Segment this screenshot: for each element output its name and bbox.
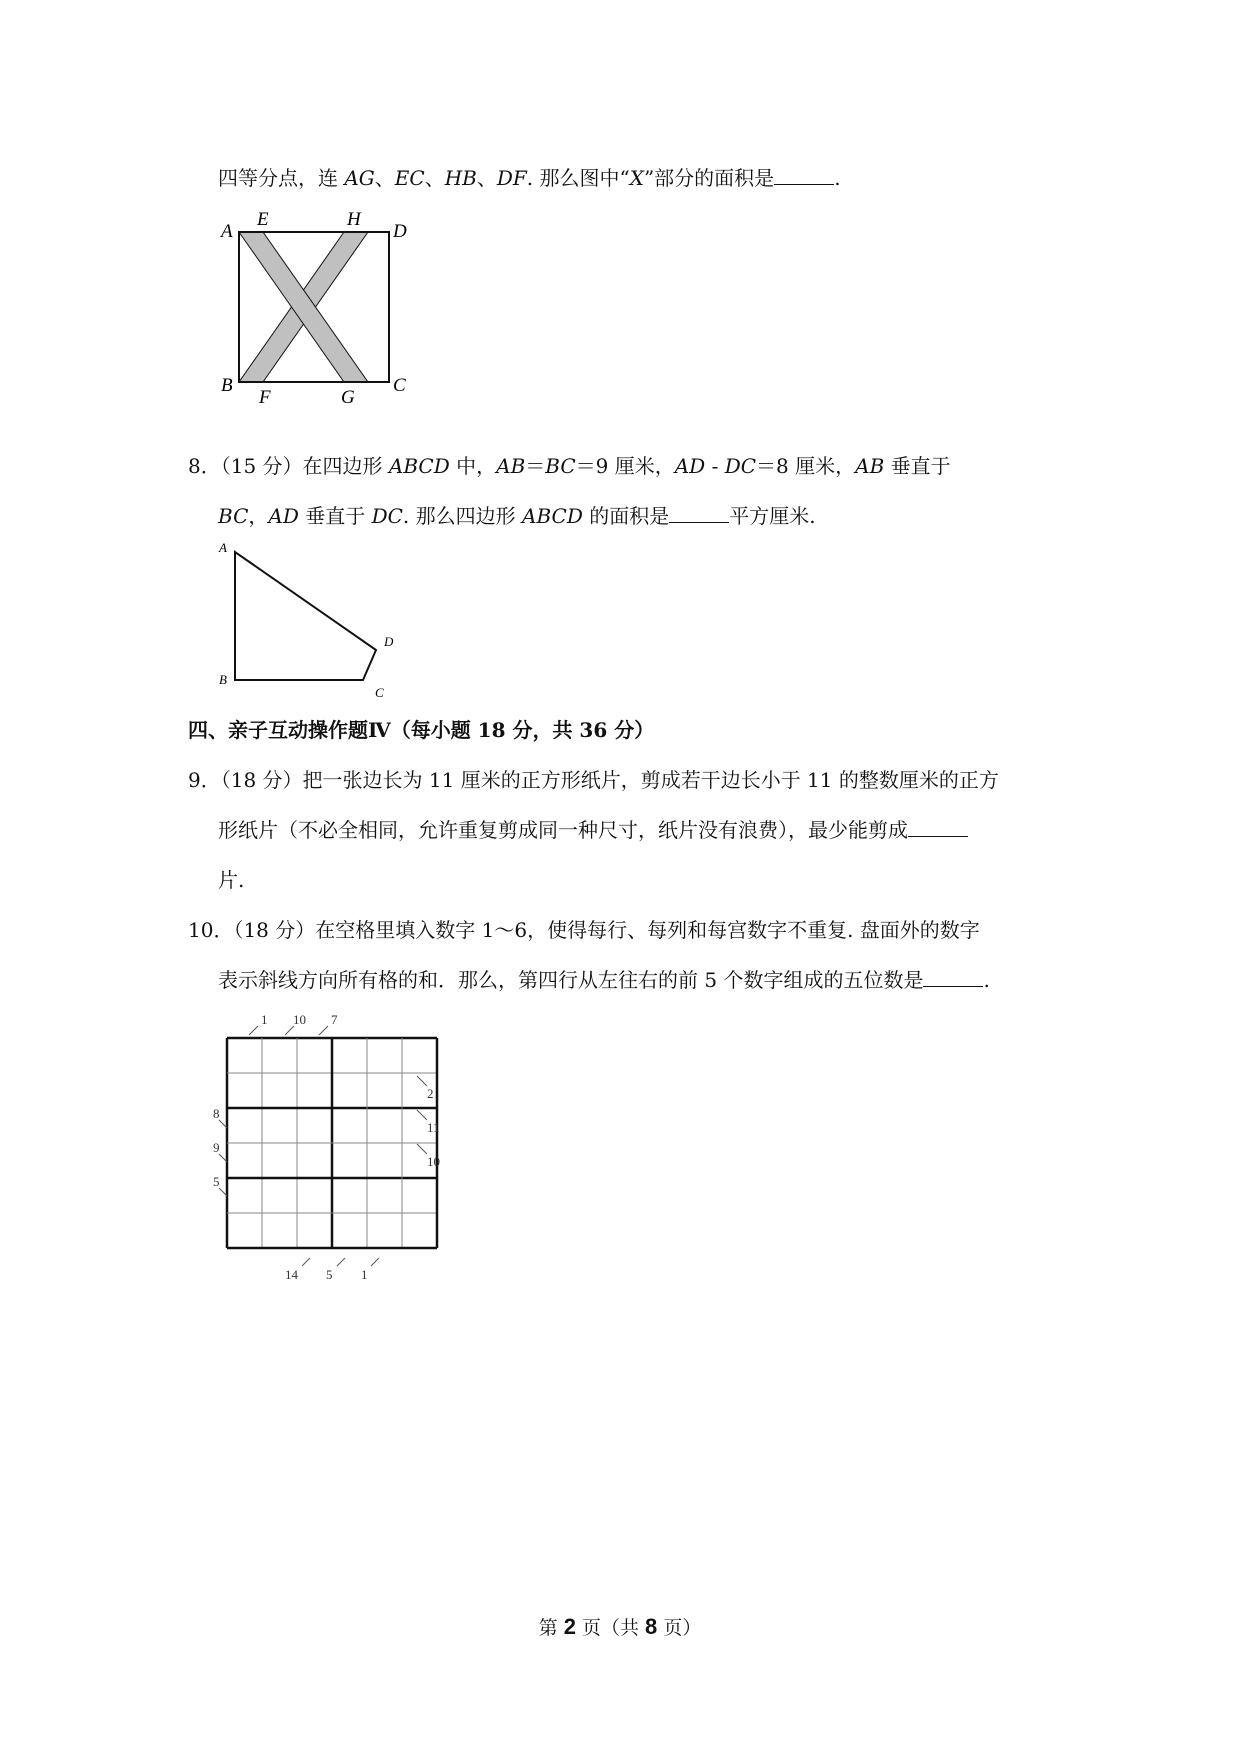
- q7-answer-blank[interactable]: [774, 166, 834, 185]
- q8-label-a: A: [219, 540, 227, 555]
- q8-text: 垂直于: [298, 504, 372, 528]
- q7-label-e: E: [257, 209, 269, 230]
- q8-figure: [215, 540, 415, 700]
- q7-label-g: G: [341, 387, 355, 405]
- q10-clue-top: 1: [261, 1012, 268, 1027]
- q10-clue-bottom: 1: [361, 1267, 368, 1282]
- q7-separator: 、: [374, 166, 395, 190]
- q8-quadrilateral: [235, 552, 376, 680]
- q7-segment: DF: [496, 166, 527, 190]
- q8-label-d: D: [384, 634, 394, 649]
- q7-figure: [215, 205, 415, 405]
- q8-seg: BC: [545, 454, 576, 478]
- q8-quad: ABCD: [522, 504, 583, 528]
- q9-text: （18 分）把一张边长为 11 厘米的正方形纸片，剪成若干边长小于 11 的整数厘米的正方: [220, 768, 999, 792]
- q8-text: ＝: [525, 454, 546, 478]
- q10-grid: [227, 1038, 437, 1248]
- q8-seg: AD: [268, 504, 299, 528]
- q10-arrow: [371, 1258, 379, 1266]
- q8-unit: 平方厘米.: [729, 504, 816, 528]
- q10-clue-left: 5: [213, 1174, 220, 1189]
- q7-label-a: A: [221, 221, 233, 242]
- q10-clue-right: 11: [427, 1120, 440, 1135]
- q7-separator: 、: [476, 166, 497, 190]
- q10-end: .: [983, 968, 990, 992]
- q8-text: ＝8 厘米，: [756, 454, 856, 478]
- q8-score: （15 分）: [220, 454, 303, 478]
- q8-text: ，: [248, 504, 269, 528]
- q9-line-3: 片.: [218, 868, 245, 892]
- q9-answer-blank[interactable]: [908, 818, 968, 837]
- q8-answer-blank[interactable]: [669, 504, 729, 523]
- q8-text: 垂直于: [884, 454, 951, 478]
- q10-clue-bottom: 5: [326, 1267, 333, 1282]
- q10-arrow: [249, 1026, 258, 1035]
- q7-text: . 那么图中“: [526, 166, 630, 190]
- q10-arrow: [319, 1026, 328, 1035]
- q10-clue-arrows: [219, 1026, 427, 1266]
- page-total: 8: [645, 1614, 658, 1639]
- q7-text-line: [218, 164, 841, 192]
- q8-line-1: [188, 452, 951, 480]
- q8-label-b: B: [219, 672, 227, 687]
- q8-seg: BC: [218, 504, 249, 528]
- footer-text: 页）: [657, 1617, 702, 1639]
- footer-text: 页（共: [575, 1617, 646, 1639]
- q10-clue-left: 8: [213, 1106, 220, 1121]
- q8-text: 在四边形: [302, 454, 389, 478]
- q10-answer-blank[interactable]: [923, 968, 983, 987]
- footer-text: 第: [538, 1617, 564, 1639]
- q10-arrow: [302, 1258, 310, 1266]
- q7-segment: EC: [394, 166, 425, 190]
- q7-text: ”部分的面积是: [643, 166, 775, 190]
- q8-seg: AB: [496, 454, 526, 478]
- q8-label-c: C: [375, 685, 384, 700]
- page-number: 2: [563, 1614, 576, 1639]
- q9-text: 形纸片（不必全相同，允许重复剪成同一种尺寸，纸片没有浪费），最少能剪成: [218, 818, 908, 842]
- q10-clue-top: 7: [331, 1012, 338, 1027]
- q10-sudoku-figure: [205, 1000, 505, 1300]
- q8-text: . 那么四边形: [402, 504, 522, 528]
- q8-text: 的面积是: [582, 504, 670, 528]
- q8-text: 中，: [449, 454, 497, 478]
- q7-separator: 、: [424, 166, 445, 190]
- q7-label-b: B: [221, 375, 233, 396]
- q7-label-c: C: [393, 375, 406, 396]
- q8-text: -: [705, 454, 725, 478]
- q10-number: 10．: [188, 918, 234, 942]
- q10-arrow: [417, 1110, 427, 1120]
- q10-text: （18 分）在空格里填入数字 1～6，使得每行、每列和每宫数字不重复. 盘面外的数字: [233, 918, 980, 942]
- q7-text: 四等分点，连: [218, 166, 338, 190]
- q8-seg: AD: [674, 454, 706, 478]
- q10-clue-top: 10: [293, 1012, 306, 1027]
- q10-text: 表示斜线方向所有格的和．那么，第四行从左往右的前 5 个数字组成的五位数是: [218, 968, 924, 992]
- section-4-heading: 四、亲子互动操作题Ⅳ（每小题 18 分，共 36 分）: [188, 718, 655, 742]
- page-footer: [0, 1613, 1240, 1640]
- q8-text: ＝9 厘米，: [575, 454, 675, 478]
- q7-end: .: [834, 166, 841, 190]
- q7-label-h: H: [347, 209, 361, 230]
- q10-clue-left: 9: [213, 1140, 220, 1155]
- q10-clue-right: 10: [427, 1154, 440, 1169]
- q10-line-2: [218, 966, 990, 994]
- q7-segment: HB: [444, 166, 477, 190]
- q8-seg: AB: [855, 454, 885, 478]
- q9-number: 9．: [188, 768, 221, 792]
- q10-arrow: [285, 1026, 294, 1035]
- q8-number: 8．: [188, 454, 221, 478]
- q9-line-2: [218, 816, 968, 844]
- q10-arrow: [337, 1258, 345, 1266]
- q7-segment: AG: [344, 166, 375, 190]
- q7-label-f: F: [259, 387, 271, 405]
- q8-line-2: [218, 502, 816, 530]
- q10-arrow: [417, 1144, 427, 1154]
- q10-clue-right: 2: [427, 1086, 434, 1101]
- q7-label-d: D: [393, 221, 407, 242]
- q10-clue-bottom: 14: [285, 1267, 298, 1282]
- q8-seg: DC: [371, 504, 403, 528]
- q9-line-1: [188, 766, 999, 794]
- q8-seg: DC: [724, 454, 757, 478]
- q7-x-label: X: [629, 166, 644, 190]
- q10-arrow: [417, 1076, 427, 1086]
- q8-quad: ABCD: [388, 454, 450, 478]
- q10-line-1: [188, 916, 980, 944]
